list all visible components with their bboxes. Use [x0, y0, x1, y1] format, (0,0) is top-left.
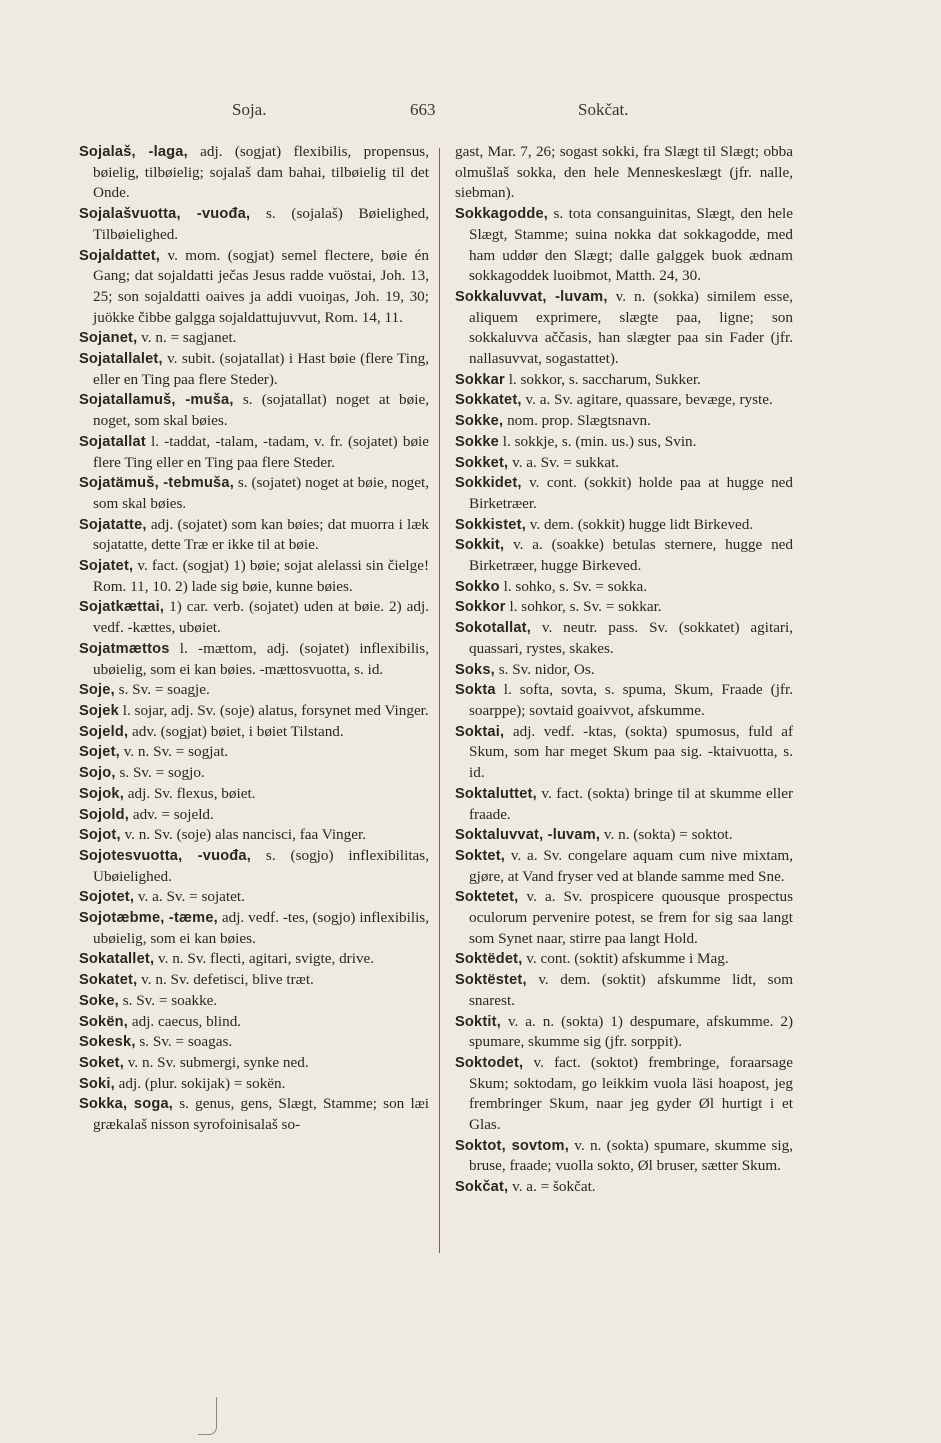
- entry-headword: Sojatallamuš, -muša,: [79, 392, 234, 409]
- entry-headword: Sojatkættai,: [79, 599, 165, 616]
- entry-headword: Sokatet,: [79, 972, 138, 989]
- entry-definition: adj. Sv. flexus, bøiet.: [127, 784, 256, 802]
- dictionary-entry: [455, 722, 793, 784]
- column-divider: [439, 148, 440, 1253]
- dictionary-entry: [79, 515, 429, 556]
- dictionary-entry: [79, 908, 429, 949]
- dictionary-entry: [79, 246, 429, 329]
- header-right-guideword: Sokčat.: [578, 100, 629, 119]
- entry-definition: v. a. (soakke) betulas sternere, hugge ned Birketræer, hugge Birkeved.: [469, 536, 793, 575]
- entry-headword: Sojalaš, -laǥa,: [79, 144, 188, 160]
- dictionary-entry: [455, 660, 793, 681]
- dictionary-entry: [79, 784, 429, 805]
- entry-headword: Soktëdet,: [455, 951, 523, 968]
- right-column: [455, 142, 793, 1198]
- entry-definition: v. fact. (sogjat) 1) bøie; sojat alelassi sin čielge! Rom. 11, 10. 2) lade sig bøie, kunne bøies.: [93, 557, 430, 595]
- entry-headword: Soktaluvvat, -luvam,: [455, 827, 601, 844]
- dictionary-entry: [455, 142, 793, 204]
- dictionary-entry: [455, 1012, 793, 1053]
- dictionary-entry: [455, 432, 793, 453]
- entry-definition: v. dem. (sokkit) hugge lidt Birkeved.: [529, 515, 754, 533]
- dictionary-entry: [455, 390, 793, 411]
- entry-headword: Sokta: [455, 682, 496, 699]
- dictionary-entry: [79, 204, 429, 245]
- entry-definition: v. a. Sv. agitare, quassare, bevæge, ryste.: [525, 391, 773, 409]
- entry-definition: v. n. Sv. submergi, synke ned.: [127, 1053, 309, 1071]
- entry-definition: v. fact. (sokta) bringe til at skumme eller fraade.: [469, 784, 793, 823]
- entry-headword: Sokko: [455, 578, 500, 595]
- entry-headword: Sojanet,: [79, 330, 138, 347]
- entry-headword: Sojatet,: [79, 558, 134, 575]
- entry-definition: v. a. Sv. = sojatet.: [137, 888, 245, 906]
- dictionary-entry: [79, 473, 429, 514]
- entry-headword: Sojo,: [79, 765, 116, 782]
- entry-definition: l. sokkor, s. saccharum, Sukker.: [508, 370, 701, 388]
- entry-headword: Soks,: [455, 661, 495, 678]
- dictionary-entry: [79, 991, 429, 1012]
- entry-headword: Sokkistet,: [455, 516, 526, 533]
- entry-definition: v. cont. (soktit) afskumme i Mag.: [526, 950, 729, 968]
- entry-definition: l. sohko, s. Sv. = sokka.: [503, 577, 648, 595]
- dictionary-entry: [79, 1032, 429, 1053]
- entry-headword: Soktaluttet,: [455, 785, 537, 802]
- dictionary-entry: [455, 949, 793, 970]
- entry-definition: v. n. (sokka) similem esse, aliquem exprimere, slægte paa, ligne; son sokkaluvva aččasis, han slægter paa sin Fader (jfr. nallasuvvat, sogastattet).: [469, 287, 793, 368]
- entry-headword: Sojotæbme, -tæme,: [79, 910, 218, 927]
- dictionary-entry: [455, 473, 793, 514]
- entry-headword: Sojalašvuotta, -vuođa,: [79, 206, 251, 223]
- entry-definition: s. Sv. = soagas.: [139, 1033, 233, 1051]
- entry-headword: Sokke: [455, 433, 499, 450]
- dictionary-entry: [455, 453, 793, 474]
- entry-definition: l. -taddat, -talam, -tadam, v. fr. (sojatet) bøie flere Ting eller en Ting paa flere Steder.: [93, 432, 430, 471]
- entry-definition: v. a. Sv. prospicere quousque prospectus oculorum pervenire potest, se frem for sig saa langt som Synet naar, stirre paa langt Hold.: [469, 888, 793, 947]
- entry-headword: Soket,: [79, 1054, 124, 1071]
- entry-definition: v. fact. (soktot) frembringe, foraarsage Skum; soktodam, go leikkim vuola läsi hoapost, jeg frembringer Skum, naar jeg gyder Øl hurtigt i et Glas.: [469, 1053, 793, 1134]
- entry-headword: Sokket,: [455, 454, 509, 471]
- entry-headword: Soki,: [79, 1075, 115, 1092]
- entry-definition: s. (sojalaš) Bøielighed, Tilbøielighed.: [93, 205, 429, 243]
- entry-definition: l. softa, sovta, s. spuma, Skum, Fraade (jfr. soarppe); sovtaid goaivvot, afskumme.: [469, 681, 793, 719]
- entry-headword: Sojatämuš, -tebmuša,: [79, 475, 234, 492]
- dictionary-entry: [79, 328, 429, 349]
- entry-headword: Soktit,: [455, 1013, 501, 1030]
- entry-headword: Sokka, soga,: [79, 1096, 174, 1113]
- entry-definition: adj. caecus, blind.: [131, 1012, 242, 1030]
- entry-headword: Sokkatet,: [455, 392, 522, 409]
- left-column: [79, 142, 429, 1136]
- entry-headword: Sokkar: [455, 371, 505, 388]
- entry-headword: Sojotesvuotta, -vuođa,: [79, 847, 251, 864]
- dictionary-entry: [79, 556, 429, 597]
- entry-definition: v. n. Sv. defetisci, blive træt.: [141, 971, 314, 989]
- dictionary-entry: [79, 390, 429, 431]
- running-header: [0, 100, 941, 130]
- dictionary-entry: [79, 742, 429, 763]
- entry-headword: Sojot,: [79, 827, 121, 844]
- entry-headword: Sojatallat: [79, 433, 146, 450]
- entry-definition: v. subit. (sojatallat) i Hast bøie (flere Ting, eller en Ting paa flere Steder).: [93, 350, 429, 388]
- dictionary-entry: [79, 887, 429, 908]
- entry-headword: Sokesk,: [79, 1034, 136, 1051]
- entry-headword: Soktot, sovtom,: [455, 1137, 569, 1154]
- entry-definition: s. Sv. = soakke.: [122, 991, 218, 1009]
- entry-definition: v. a. Sv. congelare aquam cum nive mixtam, gjøre, at Vand fryser ved at blande samme med Sne.: [469, 846, 794, 885]
- entry-definition: v. cont. (sokkit) holde paa at hugge ned Birketræer.: [469, 474, 794, 512]
- entry-definition: l. sohkor, s. Sv. = sokkar.: [509, 598, 662, 616]
- entry-headword: Sojold,: [79, 806, 130, 823]
- margin-bracket-mark: [198, 1397, 217, 1435]
- entry-headword: Sojotet,: [79, 889, 135, 906]
- entry-headword: Sokkor: [455, 599, 506, 616]
- dictionary-entry: [79, 846, 429, 887]
- entry-definition: v. a. n. (sokta) 1) despumare, afskumme. 2) spumare, skumme sig (jfr. sorppit).: [469, 1012, 794, 1051]
- entry-definition: nom. prop. Slægtsnavn.: [507, 412, 651, 430]
- entry-definition: v. n. (sokta) spumare, skumme sig, bruse, fraade; vuolla sokto, Øl bruser, sætter Skum.: [469, 1136, 794, 1175]
- entry-definition: v. a. Sv. = sukkat.: [512, 453, 620, 471]
- dictionary-entry: [455, 577, 793, 598]
- entry-definition: adj. (sojatet) som kan bøies; dat muorra i læk sojatatte, dette Træ er ikke til at bøie.: [93, 515, 429, 554]
- entry-definition: l. -mættom, adj. (sojatet) inflexibilis, ubøielig, som ei kan bøies. -mættosvuotta, s. id.: [93, 639, 429, 678]
- dictionary-entry: [79, 349, 429, 390]
- dictionary-entry: [79, 701, 429, 722]
- dictionary-entry: [79, 970, 429, 991]
- dictionary-entry: [79, 722, 429, 743]
- dictionary-entry: [79, 1094, 429, 1135]
- entry-definition: v. n. Sv. flecti, agitari, svigte, drive.: [158, 950, 375, 968]
- dictionary-entry: [455, 680, 793, 721]
- entry-definition: v. n. Sv. (soje) alas nancisci, faa Vinger.: [124, 826, 366, 844]
- entry-headword: Sokkagodde,: [455, 206, 549, 223]
- entry-definition: s. (sojatallat) noget at bøie, noget, som skal bøies.: [93, 391, 429, 430]
- dictionary-entry: [455, 846, 793, 887]
- dictionary-entry: [79, 949, 429, 970]
- entry-definition: s. (sojatet) noget at bøie, noget, som skal bøies.: [93, 474, 430, 512]
- entry-definition: v. n. Sv. = sogjat.: [123, 743, 229, 761]
- dictionary-entry: [455, 825, 793, 846]
- entry-headword: Soje,: [79, 682, 115, 699]
- entry-headword: Soktai,: [455, 723, 505, 740]
- entry-headword: Sojatatte,: [79, 516, 147, 533]
- entry-headword: Sokatallet,: [79, 951, 155, 968]
- dictionary-entry: [455, 887, 793, 949]
- entry-headword: Sokotallat,: [455, 620, 531, 637]
- dictionary-entry: [79, 432, 429, 473]
- entry-headword: Sokën,: [79, 1013, 129, 1030]
- header-left-guideword: Soja.: [232, 100, 267, 119]
- entry-headword: Sokkidet,: [455, 475, 522, 492]
- entry-definition: v. neutr. pass. Sv. (sokkatet) agitari, quassari, rystes, skakes.: [469, 619, 794, 657]
- page-number: 663: [410, 100, 436, 119]
- entry-headword: Sojeld,: [79, 723, 129, 740]
- entry-definition: s. Sv. nidor, Os.: [498, 660, 595, 678]
- dictionary-entry: [455, 287, 793, 370]
- entry-headword: Soktëstet,: [455, 972, 527, 989]
- entry-definition: s. (sogjo) inflexibilitas, Ubøielighed.: [93, 846, 429, 885]
- dictionary-entry: [79, 597, 429, 638]
- dictionary-entry: [79, 1053, 429, 1074]
- entry-definition: v. n. (sokta) = soktot.: [603, 826, 733, 844]
- dictionary-entry: [79, 142, 429, 204]
- dictionary-entry: [455, 970, 793, 1011]
- dictionary-entry: [455, 1177, 793, 1198]
- entry-headword: Sojatallalet,: [79, 351, 163, 368]
- entry-definition: v. mom. (sogjat) semel flectere, bøie én Gang; dat sojaldatti ječas Jesus radde vuöstai, Joh. 13, 25; son sojaldatti oaives ja addi vuoiŋas, Joh. 19, 30; juökke čibbe galgga sojaldattujuvvut, Rom. 14, 11.: [93, 246, 429, 326]
- entry-definition: l. sokkje, s. (min. us.) sus, Svin.: [502, 432, 697, 450]
- dictionary-entry: [455, 370, 793, 391]
- entry-definition: v. dem. (soktit) afskumme lidt, som snarest.: [469, 971, 794, 1009]
- entry-definition: adj. vedf. -ktas, (sokta) spumosus, fuld af Skum, som har meget Skum paa sig. -ktaivuotta, s. id.: [469, 722, 794, 782]
- entry-definition: v. n. = sagjanet.: [141, 329, 237, 347]
- entry-definition: s. genus, gens, Slægt, Stamme; son læi grækalaš nisson syrofoinisalaš so-: [93, 1095, 430, 1134]
- dictionary-entry: [79, 1012, 429, 1033]
- entry-definition: adj. (sogjat) flexibilis, propensus, bøielig, tilbøielig; sojalaš dam bahai, tilbøielig til det Onde.: [93, 143, 429, 202]
- entry-headword: Sokčat,: [455, 1179, 509, 1196]
- entry-headword: Sojaldattet,: [79, 247, 161, 264]
- entry-headword: Sojek: [79, 702, 119, 719]
- dictionary-entry: [455, 597, 793, 618]
- dictionary-entry: [455, 618, 793, 659]
- dictionary-entry: [455, 1053, 793, 1136]
- dictionary-entry: [455, 515, 793, 536]
- dictionary-entry: [79, 639, 429, 680]
- entry-definition: gast, Mar. 7, 26; sogast sokki, fra Slægt til Slægt; obba olmušlaš sokka, den hele Menneskeslægt (jfr. nalle, siebman).: [455, 143, 793, 202]
- dictionary-entry: [79, 763, 429, 784]
- entry-headword: Sokkit,: [455, 537, 505, 554]
- entry-definition: adv. (sogjat) bøiet, i bøiet Tilstand.: [132, 722, 344, 740]
- dictionary-entry: [79, 1074, 429, 1095]
- entry-definition: s. Sv. = sogjo.: [119, 764, 205, 782]
- entry-headword: Sojet,: [79, 744, 120, 761]
- entry-definition: v. a. = šokčat.: [512, 1178, 596, 1196]
- entry-headword: Soktet,: [455, 847, 506, 864]
- entry-headword: Sokkaluvvat, -luvam,: [455, 288, 608, 305]
- entry-headword: Soktodet,: [455, 1054, 524, 1071]
- entry-headword: Sojatmættos: [79, 640, 170, 657]
- entry-definition: s. Sv. = soagje.: [118, 681, 210, 699]
- dictionary-entry: [79, 680, 429, 701]
- entry-headword: Soke,: [79, 992, 119, 1009]
- dictionary-entry: [79, 825, 429, 846]
- entry-definition: adj. (plur. sokijak) = sokën.: [118, 1074, 286, 1092]
- dictionary-entry: [455, 204, 793, 287]
- dictionary-entry: [79, 805, 429, 826]
- dictionary-entry: [455, 1136, 793, 1177]
- entry-definition: s. tota consanguinitas, Slægt, den hele Slægt, Stamme; suina nokka dat sokkagodde, med ham uddør den Slægt; dalle galggek buok ædnam sokkagoddek luoibmot, Matth. 24, 30.: [469, 205, 793, 285]
- dictionary-entry: [455, 411, 793, 432]
- entry-headword: Sojok,: [79, 785, 124, 802]
- dictionary-entry: [455, 535, 793, 576]
- entry-definition: adv. = sojeld.: [132, 805, 214, 823]
- entry-definition: l. sojar, adj. Sv. (soje) alatus, forsynet med Vinger.: [122, 701, 429, 719]
- entry-headword: Soktetet,: [455, 889, 519, 906]
- dictionary-entry: [455, 784, 793, 825]
- entry-headword: Sokke,: [455, 413, 504, 430]
- entry-definition: 1) car. verb. (sojatet) uden at bøie. 2) adj. vedf. -kættes, ubøiet.: [93, 598, 430, 637]
- entry-definition: adj. vedf. -tes, (sogjo) inflexibilis, ubøielig, som ei kan bøies.: [93, 909, 429, 947]
